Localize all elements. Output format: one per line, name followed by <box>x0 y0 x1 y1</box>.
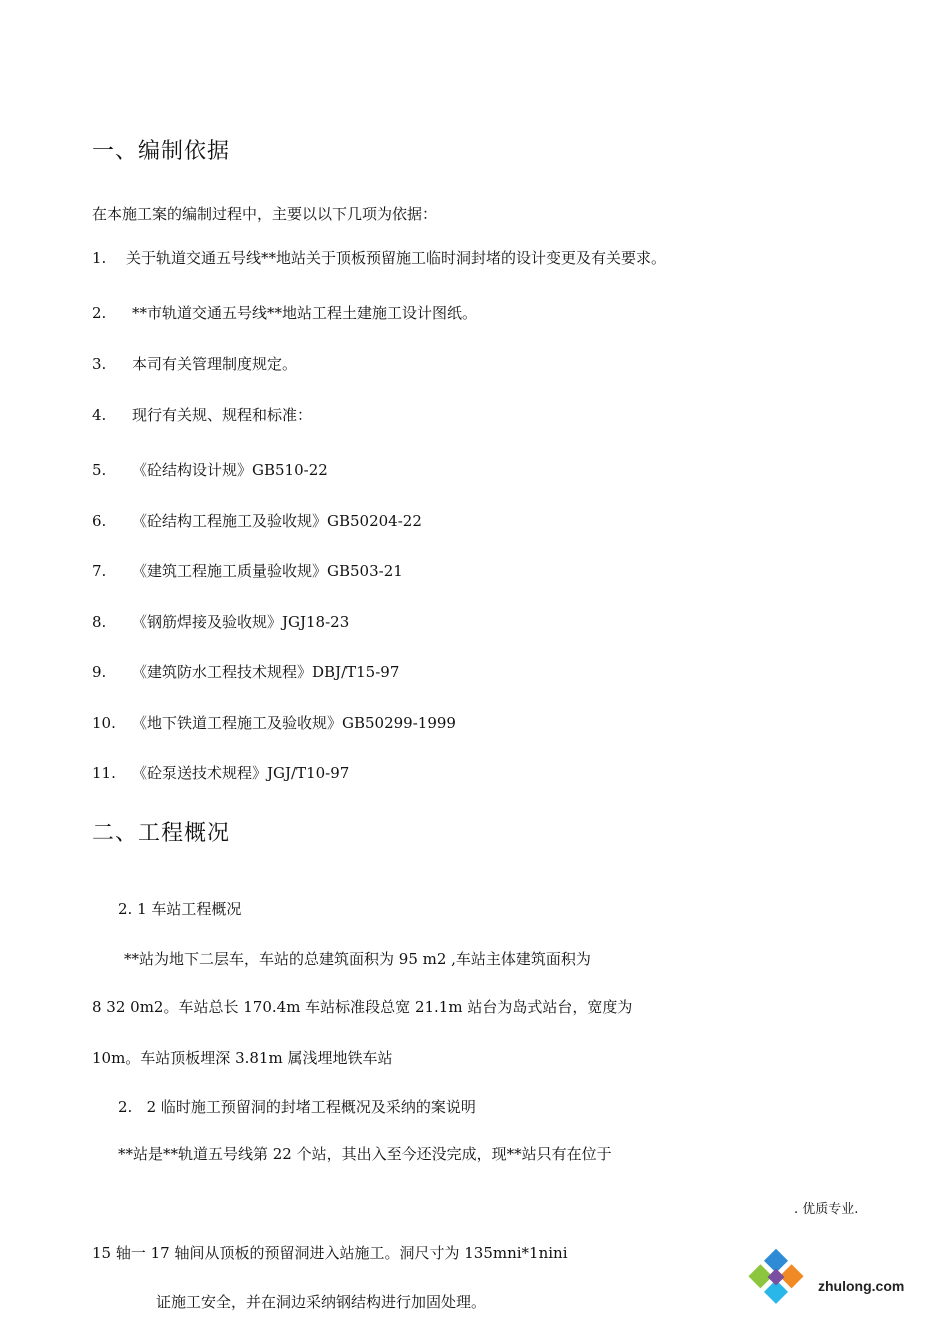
list-item-text: 《建筑工程施工质量验收规》GB503-21 <box>132 562 403 580</box>
list-item-text: 现行有关规、规程和标准： <box>132 406 313 424</box>
paragraph-line: 证施工安全，并在洞边采纳钢结构进行加固处理。 <box>156 1293 487 1311</box>
list-item-number: 5. <box>92 461 107 479</box>
list-item <box>92 510 422 531</box>
list-item-number: 11. <box>92 764 116 782</box>
list-item-text: 《砼结构工程施工及验收规》GB50204-22 <box>132 512 422 530</box>
paragraph-line: 8 32 0m2。车站总长 170.4m 车站标准段总宽 21.1m 站台为岛式站台，宽度为 <box>92 998 633 1016</box>
paragraph-line: 10m。车站顶板埋深 3.81m 属浅埋地铁车站 <box>92 1049 393 1067</box>
paragraph-line: **站是**轨道五号线第 22 个站，其出入至今还没完成，现**站只有在位于 <box>118 1145 612 1163</box>
section-heading-overview: 二、工程概况 <box>92 821 231 846</box>
list-item-text: 《砼泵送技术规程》JGJ/T10-97 <box>132 764 350 782</box>
basis-intro: 在本施工案的编制过程中，主要以以下几项为依据： <box>92 205 438 223</box>
paragraph-line: 15 轴一 17 轴间从顶板的预留洞进入站施工。洞尺寸为 135mni*1nini <box>92 1244 568 1262</box>
list-item-text: **市轨道交通五号线**地站工程土建施工设计图纸。 <box>132 304 478 322</box>
subsection-title: 2. 2 临时施工预留洞的封堵工程概况及采纳的案说明 <box>118 1098 476 1116</box>
list-item-number: 10. <box>92 714 116 732</box>
section-heading-basis: 一、编制依据 <box>92 139 231 164</box>
list-item-text: 《建筑防水工程技术规程》DBJ/T15-97 <box>132 663 400 681</box>
list-item <box>92 404 312 425</box>
list-item <box>92 762 349 783</box>
list-item <box>92 302 477 323</box>
list-item-text: 《钢筋焊接及验收规》JGJ18-23 <box>132 613 350 631</box>
zhulong-logo-icon <box>746 1248 896 1306</box>
logo-text: zhulong.com <box>818 1278 905 1294</box>
list-item-text: 《砼结构设计规》GB510-22 <box>132 461 328 479</box>
list-item <box>92 560 403 581</box>
list-item-number: 6. <box>92 512 107 530</box>
subsection-title: 2. 1 车站工程概况 <box>118 900 242 918</box>
list-item-text: 《地下铁道工程施工及验收规》GB50299-1999 <box>132 714 456 732</box>
list-item <box>92 247 666 268</box>
list-item-number: 2. <box>92 304 107 322</box>
list-item-number: 7. <box>92 562 107 580</box>
list-item-number: 8. <box>92 613 107 631</box>
list-item <box>92 611 349 632</box>
list-item-text: 关于轨道交通五号线**地站关于顶板预留施工临时洞封堵的设计变更及有关要求。 <box>126 249 667 267</box>
footer-note: . 优质专业. <box>794 1202 859 1217</box>
list-item <box>92 661 399 682</box>
list-item <box>92 353 297 374</box>
paragraph-line: **站为地下二层车，车站的总建筑面积为 95 m2 ,车站主体建筑面积为 <box>124 950 591 968</box>
list-item-text: 本司有关管理制度规定。 <box>132 355 298 373</box>
list-item-number: 1. <box>92 249 107 267</box>
list-item <box>92 712 456 733</box>
list-item <box>92 459 328 480</box>
list-item-number: 4. <box>92 406 107 424</box>
list-item-number: 3. <box>92 355 107 373</box>
list-item-number: 9. <box>92 663 107 681</box>
